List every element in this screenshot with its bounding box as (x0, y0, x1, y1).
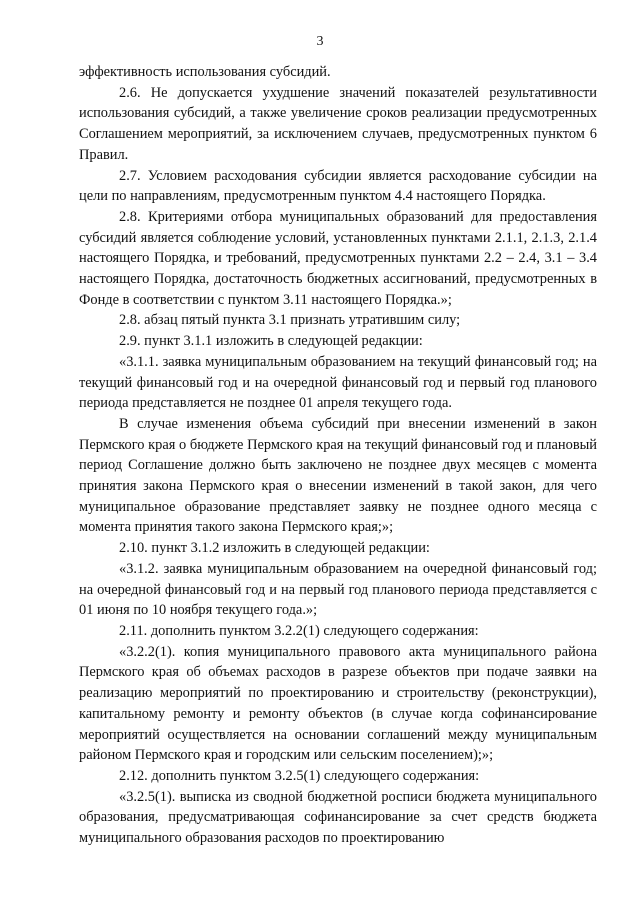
paragraph-2-12: 2.12. дополнить пунктом 3.2.5(1) следующего содержания: (119, 767, 480, 784)
paragraph-2-10: 2.10. пункт 3.1.2 изложить в следующей редакции: (119, 540, 430, 557)
paragraph-2-6: 2.6. Не допускается ухудшение значений показателей результативности использования субсидий, а также увеличение сроков реализации предусмотренных Соглашением мероприятий, за исключением случаев, предусмотренных пунктом 6 Правил. (79, 84, 597, 163)
paragraph-2-8-criteria: 2.8. Критериями отбора муниципальных образований для предоставления субсидий является соблюдение условий, установленных пунктами 2.1.1, 2.1.3, 2.1.4 настоящего Порядка, и требований, предусмотренных пунктами 2.2 – 2.4, 3.1 – 3.4 настоящего Порядка, достаточность бюджетных ассигнований, предусмотренных в Фонде в соответствии с пунктом 3.11 настоящего Порядка.»; (79, 208, 597, 308)
paragraph-2-11: 2.11. дополнить пунктом 3.2.2(1) следующего содержания: (119, 622, 479, 639)
paragraph-continuation: эффективность использования субсидий. (79, 64, 331, 80)
paragraph-2-7: 2.7. Условием расходования субсидии является расходование субсидии на цели по направлениям, предусмотренным пунктом 4.4 настоящего Порядка. (79, 167, 597, 205)
document-body (79, 62, 597, 849)
paragraph-3-2-2-1: «3.2.2(1). копия муниципального правового акта муниципального района Пермского края об объемах расходов в разрезе объектов при подаче заявки на реализацию мероприятий по проектированию и строительству (реконструкции), капитальному ремонту и ремонту объектов (в случае когда софинансирование мероприятий осуществляется на основании соглашений между муниципальным районом Пермского края и городским или сельским поселением);»; (79, 643, 597, 764)
paragraph-3-1-1: «3.1.1. заявка муниципальным образованием на текущий финансовый год; на текущий финансовый год и на очередной финансовый год и первый год планового периода представляется не позднее 01 апреля текущего года. (79, 353, 597, 412)
paragraph-2-9: 2.9. пункт 3.1.1 изложить в следующей редакции: (119, 333, 423, 350)
page-number: 3 (316, 34, 324, 49)
paragraph-2-8-repeal: 2.8. абзац пятый пункта 3.1 признать утратившим силу; (119, 312, 461, 329)
paragraph-subsidy-change: В случае изменения объема субсидий при внесении изменений в закон Пермского края о бюджете Пермского края на текущий финансовый год и плановый период Соглашение должно быть заключено не позднее двух месяцев с момента принятия закона Пермского края о внесении изменений в такой закон, для чего муниципальное образование представляет заявку не позднее одного месяца с момента принятия такого закона Пермского края;»; (79, 415, 597, 536)
paragraph-3-1-2: «3.1.2. заявка муниципальным образованием на очередной финансовый год; на очередной финансовый год и на первый год планового периода представляется с 01 июня по 10 ноября текущего года.»; (79, 560, 597, 619)
paragraph-3-2-5-1: «3.2.5(1). выписка из сводной бюджетной росписи бюджета муниципального образования, предусматривающая софинансирование за счет средств бюджета муниципального образования расходов по проектированию (79, 788, 597, 847)
